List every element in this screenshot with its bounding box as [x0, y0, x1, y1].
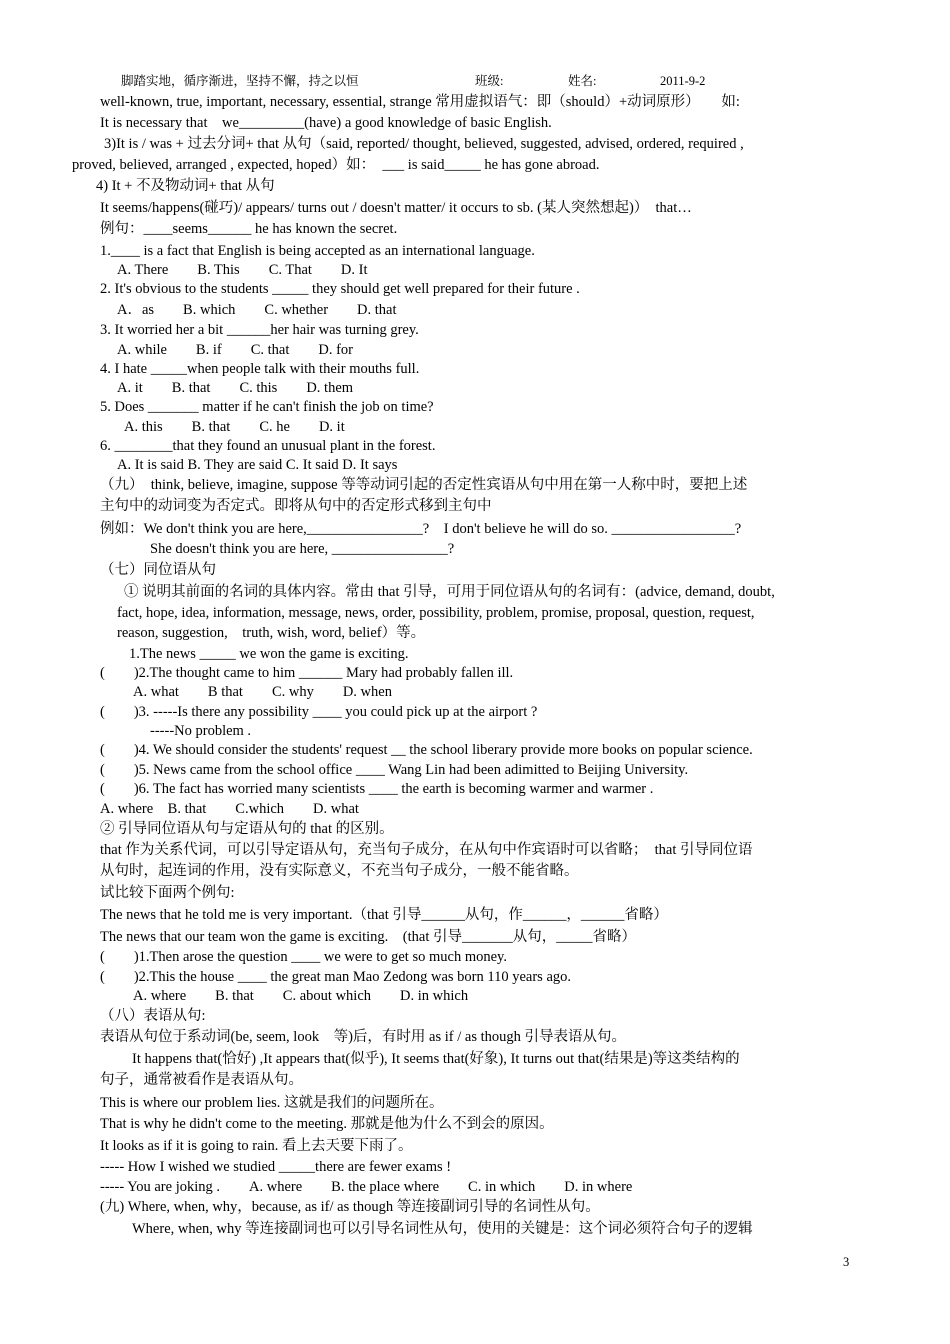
text-line: 试比较下面两个例句: [100, 885, 235, 901]
name-label: 姓名: [568, 74, 597, 88]
text-line: The news that our team won the game is exciting. (that 引导_______从句，_____省略） [100, 929, 637, 945]
text-line: 表语从句位于系动词(be, seem, look 等)后，有时用 as if / as though 引导表语从句。 [100, 1029, 626, 1045]
text-line: well-known, true, important, necessary, essential, strange 常用虚拟语气：即（should）+动词原形） 如: [100, 94, 740, 110]
question: 5. Does _______ matter if he can't finish the job on time? [100, 399, 434, 415]
question: ( )6. The fact has worried many scientists ____ the earth is becoming warmer and warmer . [100, 781, 654, 797]
question: ( )2.This the house ____ the great man Mao Zedong was born 110 years ago. [100, 969, 572, 985]
text-line: -----No problem . [150, 723, 252, 739]
text-line: reason, suggestion, truth, wish, word, belief）等。 [117, 625, 426, 641]
question: ( )3. -----Is there any possibility ____ you could pick up at the airport ? [100, 704, 538, 720]
text-line: 3)It is / was + 过去分词+ that 从句（said, reported/ thought, believed, suggested, advised, ordered, required , [104, 136, 744, 152]
question: 1.The news _____ we won the game is exciting. [129, 646, 409, 662]
text-line: This is where our problem lies. 这就是我们的问题所在。 [100, 1095, 444, 1111]
header-date: 2011-9-2 [660, 74, 706, 88]
section-heading: （七）同位语从句 [100, 562, 216, 578]
question: ( )2.The thought came to him ______ Mary had probably fallen ill. [100, 665, 514, 681]
text-line: 例句：____seems______ he has known the secret. [100, 221, 398, 237]
text-line: The news that he told me is very important.（that 引导______从句，作______，______省略） [100, 907, 668, 923]
answer-options: A. it B. that C. this D. them [117, 380, 354, 396]
text-line: proved, believed, arranged , expected, hoped）如： ___ is said_____ he has gone abroad. [72, 157, 600, 173]
answer-options: A. what B that C. why D. when [133, 684, 392, 700]
text-line: It is necessary that we_________(have) a good knowledge of basic English. [100, 115, 552, 131]
text-line: 4) It + 不及物动词+ that 从句 [96, 178, 275, 194]
question: ( )1.Then arose the question ____ we were to get so much money. [100, 949, 507, 965]
section-heading: （九） think, believe, imagine, suppose 等等动词引起的否定性宾语从句中用在第一人称中时，要把上述 [100, 477, 748, 493]
answer-options: A. while B. if C. that D. for [117, 342, 354, 358]
answer-options: A. where B. that C. about which D. in which [133, 988, 469, 1004]
question: 2. It's obvious to the students _____ they should get well prepared for their future . [100, 281, 580, 297]
text-line: 从句时，起连词的作用，没有实际意义，不充当句子成分，一般不能省略。 [100, 863, 579, 879]
answer-options: A. this B. that C. he D. it [124, 419, 345, 435]
text-line: 主句中的动词变为否定式。即将从句中的否定形式移到主句中 [100, 498, 492, 514]
text-line: 句子，通常被看作是表语从句。 [100, 1072, 303, 1088]
question: 4. I hate _____when people talk with their mouths full. [100, 361, 420, 377]
text-line: Where, when, why 等连接副词也可以引导名词性从句，使用的关键是：这个词必须符合句子的逻辑 [132, 1221, 753, 1237]
text-line: She doesn't think you are here, ________________? [150, 541, 455, 557]
header-motto: 脚踏实地，循序渐进，坚持不懈，持之以恒 [121, 74, 359, 88]
text-line: ① 说明其前面的名词的具体内容。常由 that 引导，可用于同位语从句的名词有：(advice, demand, doubt, [124, 584, 775, 600]
question: 6. ________that they found an unusual plant in the forest. [100, 438, 436, 454]
answer-options: A. There B. This C. That D. It [117, 262, 368, 278]
text-line: It happens that(恰好) ,It appears that(似乎), It seems that(好象), It turns out that(结果是)等这类结构的 [132, 1051, 740, 1067]
text-line: that 作为关系代词，可以引导定语从句，充当句子成分，在从句中作宾语时可以省略； that 引导同位语 [100, 842, 753, 858]
section-heading: （八）表语从句: [100, 1008, 206, 1024]
question: ( )5. News came from the school office ____ Wang Lin had been adimitted to Beijing University. [100, 762, 689, 778]
section-heading: (九) Where, when, why，because, as if/ as though 等连接副词引导的名词性从句。 [100, 1199, 600, 1215]
page-number: 3 [843, 1255, 850, 1269]
question: ----- How I wished we studied _____there are fewer exams ! [100, 1159, 452, 1175]
text-line: 例如：We don't think you are here,________________? I don't believe he will do so. _________________? [100, 521, 742, 537]
answer-options: ----- You are joking . A. where B. the place where C. in which D. in where [100, 1179, 633, 1195]
text-line: That is why he didn't come to the meeting. 那就是他为什么不到会的原因。 [100, 1116, 554, 1132]
text-line: It looks as if it is going to rain. 看上去天要下雨了。 [100, 1138, 413, 1154]
answer-options: A．as B. which C. whether D. that [117, 302, 397, 318]
section-heading: ② 引导同位语从句与定语从句的 that 的区别。 [100, 821, 394, 837]
text-line: fact, hope, idea, information, message, news, order, possibility, problem, promise, proposal, question, request, [117, 605, 755, 621]
text-line: It seems/happens(碰巧)/ appears/ turns out / doesn't matter/ it occurs to sb. (某人突然想起)） that… [100, 200, 692, 216]
question: ( )4. We should consider the students' request __ the school liberary provide more books on popular science. [100, 742, 753, 758]
question: 1.____ is a fact that English is being accepted as an international language. [100, 243, 535, 259]
answer-options: A. It is said B. They are said C. It said D. It says [117, 457, 398, 473]
class-label: 班级: [475, 74, 504, 88]
answer-options: A. where B. that C.which D. what [100, 801, 359, 817]
question: 3. It worried her a bit ______her hair was turning grey. [100, 322, 419, 338]
